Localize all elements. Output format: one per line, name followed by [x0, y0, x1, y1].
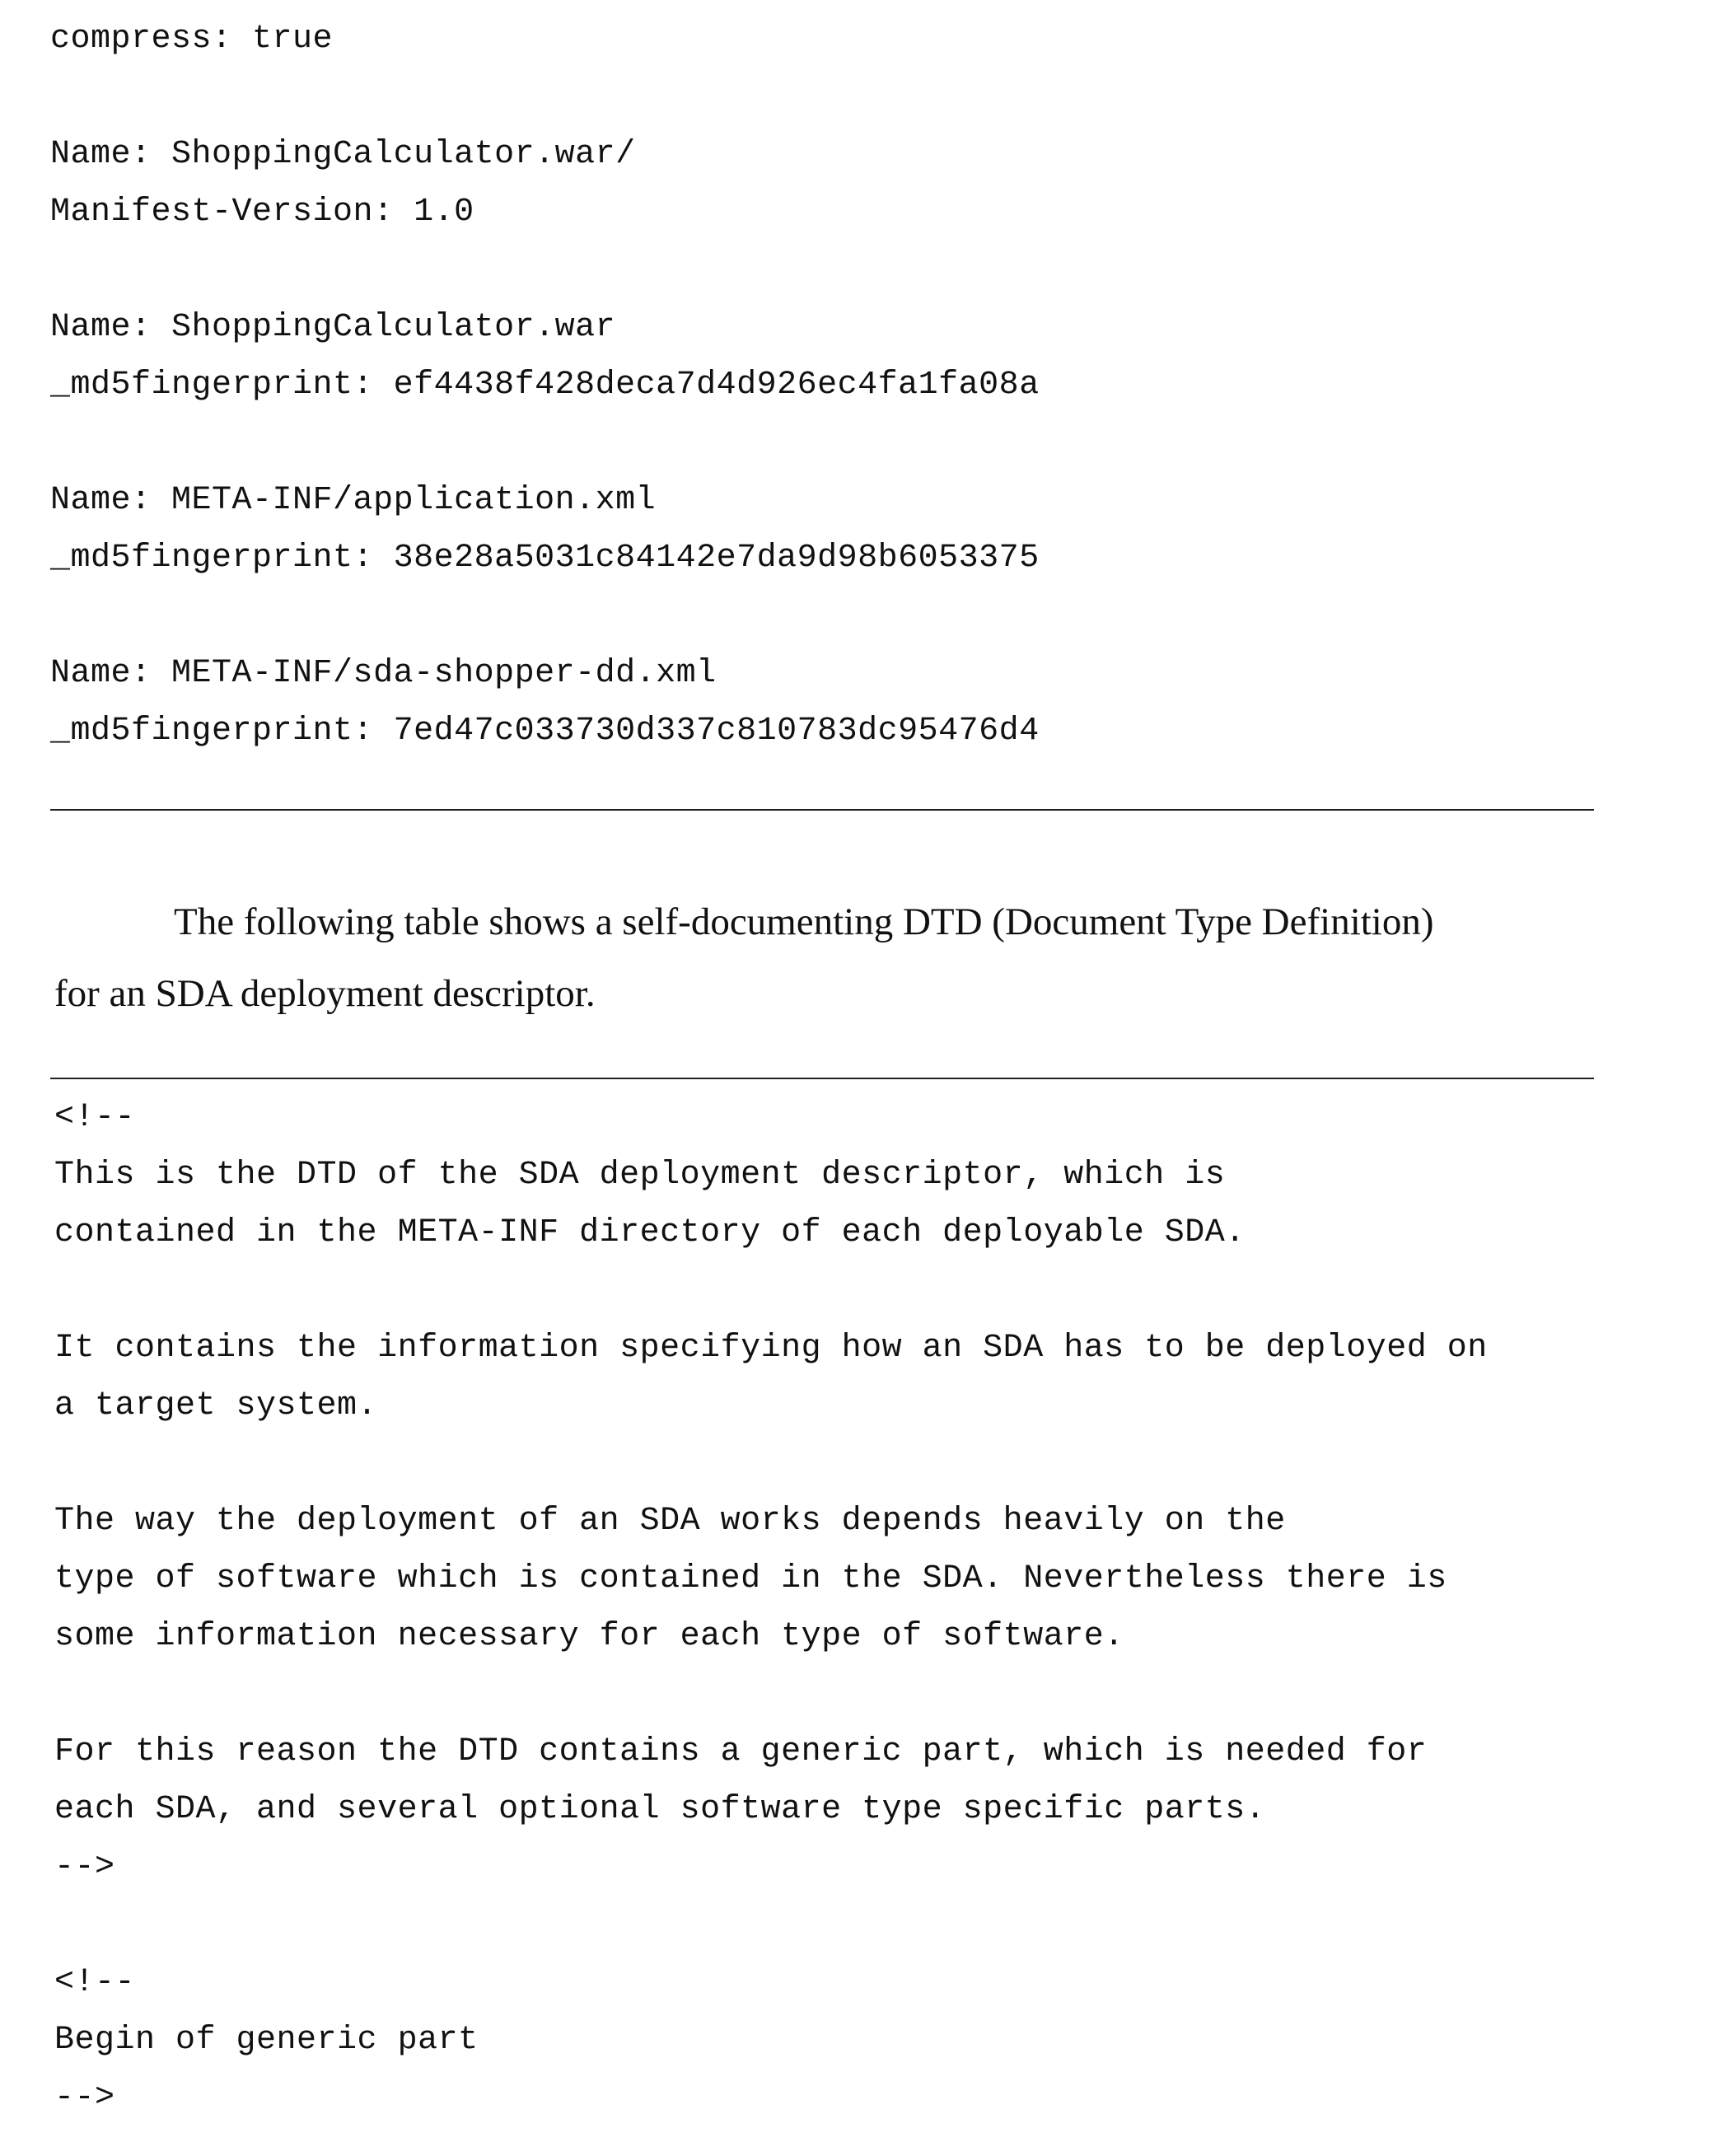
code-line: a target system.	[54, 1377, 1488, 1435]
code-line	[54, 1896, 1488, 1954]
manifest-code-block	[50, 11, 1040, 760]
code-line	[54, 1666, 1488, 1723]
code-line: <!--	[54, 1089, 1488, 1147]
code-line	[54, 1435, 1488, 1493]
code-line	[54, 1262, 1488, 1320]
code-line: It contains the information specifying how an SDA has to be deployed on	[54, 1320, 1488, 1377]
code-line: Name: ShoppingCalculator.war/	[50, 126, 1040, 184]
code-line: type of software which is contained in the SDA. Nevertheless there is	[54, 1550, 1488, 1608]
code-line: <!--	[54, 1954, 1488, 2012]
dtd-code-block	[54, 1089, 1488, 2127]
code-line	[50, 587, 1040, 645]
code-line: _md5fingerprint: ef4438f428deca7d4d926ec4fa1fa08a	[50, 357, 1040, 414]
intro-paragraph-line-2: for an SDA deployment descriptor.	[54, 958, 596, 1030]
code-line: Begin of generic part	[54, 2012, 1488, 2069]
code-line	[50, 68, 1040, 126]
code-line: each SDA, and several optional software type specific parts.	[54, 1781, 1488, 1839]
code-line: Name: META-INF/sda-shopper-dd.xml	[50, 645, 1040, 703]
code-line: For this reason the DTD contains a generic part, which is needed for	[54, 1723, 1488, 1781]
intro-paragraph-line-1: The following table shows a self-documenting DTD (Document Type Definition)	[174, 886, 1434, 958]
code-line: -->	[54, 2069, 1488, 2127]
code-line	[50, 414, 1040, 472]
code-line: compress: true	[50, 11, 1040, 68]
code-line: _md5fingerprint: 38e28a5031c84142e7da9d98b6053375	[50, 530, 1040, 587]
code-line: -->	[54, 1839, 1488, 1896]
code-line: The way the deployment of an SDA works depends heavily on the	[54, 1493, 1488, 1550]
code-line: This is the DTD of the SDA deployment descriptor, which is	[54, 1147, 1488, 1204]
code-line: some information necessary for each type of software.	[54, 1608, 1488, 1666]
code-line: Name: META-INF/application.xml	[50, 472, 1040, 530]
code-line: _md5fingerprint: 7ed47c033730d337c810783dc95476d4	[50, 703, 1040, 760]
horizontal-rule-bottom	[50, 1078, 1594, 1079]
code-line: Name: ShoppingCalculator.war	[50, 299, 1040, 357]
code-line: Manifest-Version: 1.0	[50, 184, 1040, 241]
code-line	[50, 241, 1040, 299]
code-line: contained in the META-INF directory of each deployable SDA.	[54, 1204, 1488, 1262]
horizontal-rule-top	[50, 809, 1594, 811]
